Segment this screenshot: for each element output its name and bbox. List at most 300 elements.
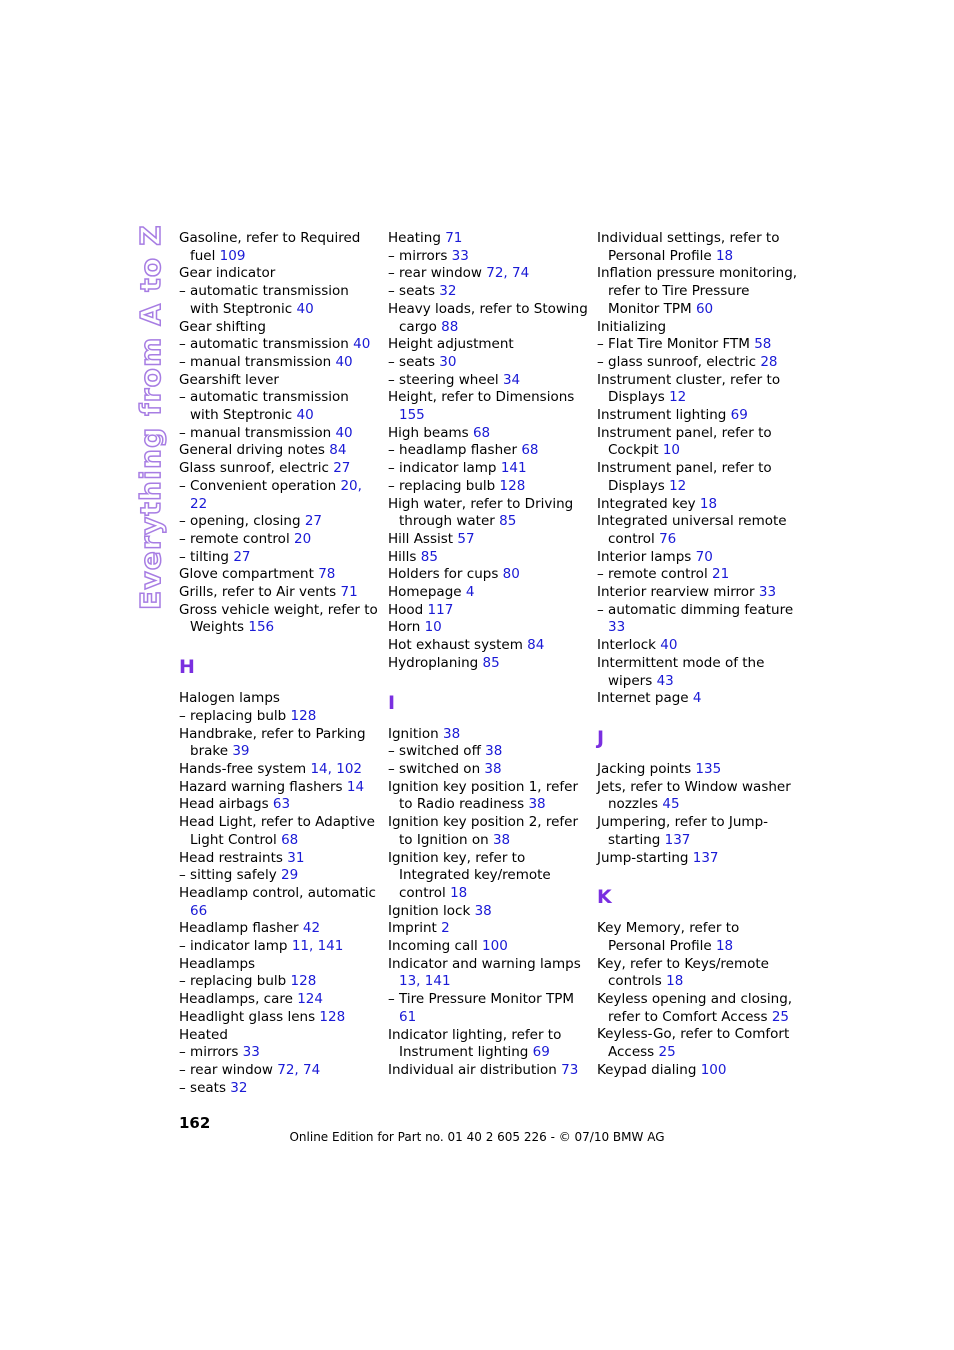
entry-term: Instrument panel, refer to Cockpit <box>597 424 772 459</box>
index-entry <box>388 531 589 549</box>
page-reference-link[interactable]: 109 <box>219 247 246 264</box>
page-reference-link[interactable]: 68 <box>472 424 491 441</box>
page-reference-link[interactable]: 27 <box>333 460 351 477</box>
page-reference-link[interactable]: 32 <box>439 283 457 300</box>
index-entry <box>597 920 798 955</box>
page-reference-link[interactable]: 40 <box>353 336 371 353</box>
entry-term: Internet page <box>597 690 689 707</box>
page-reference-link[interactable]: 68 <box>521 442 539 459</box>
index-entry <box>388 1062 589 1080</box>
index-entry <box>179 389 380 424</box>
index-entry <box>388 814 589 849</box>
index-entry <box>179 1044 380 1062</box>
index-column-3 <box>597 230 797 1080</box>
index-entry <box>388 389 589 424</box>
entry-term: Inflation pressure monitoring, refer to Tire Pressure Monitor TPM <box>597 265 798 317</box>
entry-term: Interior lamps <box>597 548 692 565</box>
entry-term: – seats <box>388 353 435 370</box>
page-reference-link[interactable]: 33 <box>758 584 777 601</box>
entry-term: Halogen lamps <box>179 690 280 707</box>
index-entry <box>597 690 798 708</box>
entry-term: Horn <box>388 619 421 636</box>
index-entry <box>179 1009 380 1027</box>
page-reference-link[interactable]: 117 <box>427 601 454 618</box>
entry-term: Ignition key position 2, refer to Ignition on <box>388 814 579 848</box>
index-entry <box>179 850 380 868</box>
index-entry <box>388 354 589 372</box>
index-entry <box>597 265 798 318</box>
entry-term: – seats <box>388 283 435 300</box>
entry-term: – mirrors <box>388 247 448 264</box>
entry-term: Instrument cluster, refer to Displays <box>597 371 781 406</box>
index-entry <box>388 903 589 921</box>
page-reference-link[interactable]: 38 <box>492 831 511 848</box>
page-reference-link[interactable]: 31 <box>287 849 305 866</box>
page-reference-link[interactable]: 100 <box>700 1061 727 1078</box>
entry-term: Head restraints <box>179 849 283 866</box>
entry-term: Hands-free system <box>179 760 307 777</box>
index-entry <box>179 566 380 584</box>
page-reference-link[interactable]: 61 <box>399 1008 417 1025</box>
index-entry <box>597 779 798 814</box>
entry-term: Headlamp flasher <box>179 920 299 937</box>
index-entry <box>179 460 380 478</box>
index-entry <box>388 265 589 283</box>
page-reference-link[interactable]: 27 <box>304 513 323 530</box>
index-entry <box>179 1080 380 1098</box>
entry-term: Hills <box>388 548 417 565</box>
page-reference-link[interactable]: 18 <box>699 495 718 512</box>
page-reference-link[interactable]: 14 <box>346 778 365 795</box>
page-reference-link[interactable]: 45 <box>662 796 680 813</box>
entry-term: Ignition key position 1, refer to Radio readiness <box>388 778 579 813</box>
index-entry <box>179 442 380 460</box>
index-entry <box>388 938 589 956</box>
index-entry <box>597 230 798 265</box>
index-entry <box>597 991 798 1026</box>
page-reference-link[interactable]: 70 <box>695 548 713 565</box>
page-reference-link[interactable]: 40 <box>660 637 678 654</box>
index-entry <box>179 354 380 372</box>
entry-term: Jets, refer to Window washer nozzles <box>597 778 791 813</box>
entry-term: Integrated key <box>597 495 696 512</box>
entry-term: Ignition <box>388 725 439 742</box>
page-reference-link[interactable]: 39 <box>232 743 250 760</box>
entry-term: Individual air distribution <box>388 1061 557 1078</box>
index-entry <box>388 956 589 991</box>
page-reference-link[interactable]: 10 <box>662 442 681 459</box>
page-reference-link[interactable]: 38 <box>485 743 503 760</box>
page-reference-link[interactable]: 78 <box>318 566 336 583</box>
entry-term: Intermittent mode of the wipers <box>597 654 765 689</box>
page-reference-link[interactable]: 71 <box>340 584 358 601</box>
page-reference-link[interactable]: 57 <box>457 530 475 547</box>
index-entry <box>597 655 798 690</box>
page-reference-link[interactable]: 128 <box>290 707 317 724</box>
page-reference-link[interactable]: 68 <box>281 831 299 848</box>
entry-term: Jump-starting <box>597 849 689 866</box>
entry-term: Head Light, refer to Adaptive Light Control <box>179 814 375 848</box>
index-entry <box>597 761 798 779</box>
entry-term: Hood <box>388 601 424 618</box>
entry-term: – Tire Pressure Monitor TPM <box>388 991 575 1008</box>
entry-term: – remote control <box>597 566 708 583</box>
entry-term: Indicator and warning lamps <box>388 955 581 972</box>
entry-term: Holders for cups <box>388 566 499 583</box>
entry-term: Hot exhaust system <box>388 637 523 654</box>
page-reference-link[interactable]: 88 <box>441 318 459 335</box>
page-reference-link[interactable]: 34 <box>502 371 521 388</box>
index-column-1 <box>179 230 379 1097</box>
footer-text: Online Edition for Part no. 01 40 2 605 226 - © 07/10 BMW AG <box>289 1130 665 1144</box>
page-reference-link[interactable]: 80 <box>502 566 520 583</box>
page-reference-link[interactable]: 33 <box>242 1044 260 1061</box>
entry-term: Glove compartment <box>179 566 314 583</box>
index-entry <box>388 602 589 620</box>
entry-term: Gear shifting <box>179 318 266 335</box>
index-entry <box>179 1027 380 1045</box>
page-reference-link[interactable]: 11, 141 <box>291 938 344 955</box>
sidebar-title: Everything from A to Z <box>134 224 167 610</box>
index-entry <box>597 850 798 868</box>
index-letter-heading: I <box>388 691 396 714</box>
page-reference-link[interactable]: 25 <box>658 1044 676 1061</box>
page-reference-link[interactable]: 40 <box>335 424 353 441</box>
entry-term: – rear window <box>179 1061 273 1078</box>
page-reference-link[interactable]: 32 <box>230 1079 248 1096</box>
index-entry <box>597 460 798 495</box>
page-reference-link[interactable]: 40 <box>335 353 353 370</box>
entry-term: High water, refer to Driving through water <box>388 495 574 530</box>
entry-term: – automatic dimming feature <box>597 601 794 618</box>
index-entry <box>597 584 798 602</box>
page-reference-link[interactable]: 60 <box>695 300 714 317</box>
page-reference-link[interactable]: 29 <box>280 867 299 884</box>
index-entry <box>597 354 798 372</box>
index-entry <box>388 248 589 266</box>
entry-term: – glass sunroof, electric <box>597 353 757 370</box>
entry-term: Headlamps <box>179 955 256 972</box>
entry-term: Gross vehicle weight, refer to Weights <box>179 601 378 636</box>
entry-term: – Flat Tire Monitor FTM <box>597 336 750 353</box>
index-column-2 <box>388 230 588 1080</box>
page-reference-link[interactable]: 40 <box>296 300 314 317</box>
index-entry <box>597 549 798 567</box>
page-reference-link[interactable]: 18 <box>450 884 468 901</box>
entry-term: Headlamp control, automatic <box>179 884 376 901</box>
index-entry <box>179 602 380 637</box>
index-entry <box>388 655 589 673</box>
index-entry <box>388 726 589 744</box>
index-entry <box>388 850 589 903</box>
page-reference-link[interactable]: 137 <box>692 849 719 866</box>
entry-term: Indicator lighting, refer to Instrument lighting <box>388 1026 562 1061</box>
index-entry <box>179 283 380 318</box>
page-reference-link[interactable]: 43 <box>656 672 674 689</box>
entry-term: Incoming call <box>388 938 478 955</box>
index-entry <box>179 920 380 938</box>
index-letter-heading: H <box>179 656 195 679</box>
page-reference-link[interactable]: 38 <box>474 902 492 919</box>
entry-term: – automatic transmission with Steptronic <box>179 283 349 317</box>
entry-term: – steering wheel <box>388 371 499 388</box>
page-reference-link[interactable]: 76 <box>659 530 677 547</box>
entry-term: Handbrake, refer to Parking brake <box>179 725 366 760</box>
index-entry <box>597 1062 798 1080</box>
index-entry <box>179 973 380 991</box>
entry-term: High beams <box>388 424 469 441</box>
page-reference-link[interactable]: 20 <box>294 530 312 547</box>
page-reference-link[interactable]: 12 <box>669 477 687 494</box>
page-reference-link[interactable]: 12 <box>669 389 687 406</box>
entry-term: Headlamps, care <box>179 991 293 1008</box>
page-reference-link[interactable]: 38 <box>443 725 461 742</box>
entry-term: Instrument panel, refer to Displays <box>597 460 772 494</box>
page-reference-link[interactable]: 69 <box>730 407 748 424</box>
entry-term: Ignition key, refer to Integrated key/remote control <box>388 849 551 901</box>
page-reference-link[interactable]: 18 <box>666 973 684 990</box>
entry-term: Initializing <box>597 318 667 335</box>
index-entry <box>388 743 589 761</box>
index-entry <box>388 1027 589 1062</box>
index-entry <box>179 956 380 974</box>
index-entry <box>388 301 589 336</box>
entry-term: Heating <box>388 230 441 246</box>
index-entry <box>597 602 798 637</box>
page-reference-link[interactable]: 71 <box>445 230 463 246</box>
index-entry <box>179 584 380 602</box>
index-entry <box>179 708 380 726</box>
page-reference-link[interactable]: 13, 141 <box>399 973 451 990</box>
entry-term: Height adjustment <box>388 336 514 353</box>
index-entry <box>179 336 380 354</box>
entry-term: – mirrors <box>179 1044 239 1061</box>
entry-term: Jacking points <box>597 760 692 777</box>
index-entry <box>179 690 380 708</box>
page-reference-link[interactable]: 155 <box>399 407 425 424</box>
entry-term: – rear window <box>388 265 482 282</box>
page-reference-link[interactable]: 141 <box>500 460 527 477</box>
index-entry <box>597 814 798 849</box>
entry-term: Gearshift lever <box>179 371 279 388</box>
page-reference-link[interactable]: 128 <box>499 477 526 494</box>
entry-term: – switched on <box>388 760 481 777</box>
page-reference-link[interactable]: 38 <box>484 760 502 777</box>
index-entry <box>388 372 589 390</box>
index-entry <box>388 920 589 938</box>
entry-term: – remote control <box>179 530 290 547</box>
page-reference-link[interactable]: 20, 22 <box>190 477 362 512</box>
entry-term: Grills, refer to Air vents <box>179 584 337 601</box>
page-reference-link[interactable]: 18 <box>715 937 734 954</box>
index-entry <box>597 956 798 991</box>
entry-term: General driving notes <box>179 442 325 459</box>
page-reference-link[interactable]: 10 <box>424 619 442 636</box>
index-entry <box>597 319 798 337</box>
page-reference-link[interactable]: 27 <box>233 548 251 565</box>
index-entry <box>388 283 589 301</box>
page-reference-link[interactable]: 33 <box>451 247 469 264</box>
entry-term: Imprint <box>388 920 437 937</box>
entry-term: Gasoline, refer to Required fuel <box>179 230 361 264</box>
index-entry <box>388 991 589 1026</box>
entry-term: Homepage <box>388 584 462 601</box>
index-entry <box>597 566 798 584</box>
index-entry <box>388 779 589 814</box>
page-number: 162 <box>179 1114 211 1132</box>
index-entry <box>179 372 380 390</box>
page-reference-link[interactable]: 128 <box>290 973 317 990</box>
page-reference-link[interactable]: 72, 74 <box>486 265 530 282</box>
index-entry <box>179 867 380 885</box>
entry-term: – headlamp flasher <box>388 442 518 459</box>
entry-term: Instrument lighting <box>597 407 727 424</box>
index-entry <box>179 265 380 283</box>
index-entry <box>179 796 380 814</box>
index-entry <box>388 619 589 637</box>
entry-term: Interlock <box>597 637 656 654</box>
page-reference-link[interactable]: 85 <box>420 548 438 565</box>
entry-term: Headlight glass lens <box>179 1008 316 1025</box>
entry-term: Integrated universal remote control <box>597 513 787 547</box>
page-reference-link[interactable]: 2 <box>441 920 450 937</box>
page-reference-link[interactable]: 40 <box>296 407 314 424</box>
page-reference-link[interactable]: 85 <box>499 513 517 530</box>
page-reference-link[interactable]: 4 <box>692 690 702 707</box>
entry-term: Keyless opening and closing, refer to Comfort Access <box>597 991 793 1025</box>
page-reference-link[interactable]: 42 <box>302 920 321 937</box>
index-entry <box>179 549 380 567</box>
entry-term: – sitting safely <box>179 867 277 884</box>
entry-term: Hill Assist <box>388 530 454 547</box>
index-entry <box>388 478 589 496</box>
entry-term: Key Memory, refer to Personal Profile <box>597 920 740 954</box>
entry-term: Heated <box>179 1026 228 1043</box>
index-entry <box>597 496 798 514</box>
index-entry <box>179 814 380 849</box>
entry-term: Glass sunroof, electric <box>179 460 329 477</box>
index-entry <box>388 761 589 779</box>
index-entry <box>179 761 380 779</box>
index-entry <box>388 549 589 567</box>
index-entry <box>179 478 380 513</box>
page-reference-link[interactable]: 14, 102 <box>310 760 362 777</box>
index-entry <box>179 938 380 956</box>
page-reference-link[interactable]: 25 <box>771 1008 789 1025</box>
entry-term: – Convenient operation <box>179 477 337 494</box>
index-entry <box>388 637 589 655</box>
entry-term: – switched off <box>388 743 481 760</box>
index-entry <box>388 566 589 584</box>
page-reference-link[interactable]: 156 <box>248 619 275 636</box>
page-reference-link[interactable]: 30 <box>439 353 457 370</box>
index-entry <box>179 885 380 920</box>
page-reference-link[interactable]: 28 <box>760 353 778 370</box>
index-entry <box>597 336 798 354</box>
entry-term: Heavy loads, refer to Stowing cargo <box>388 300 588 335</box>
entry-term: – manual transmission <box>179 353 332 370</box>
page-reference-link[interactable]: 63 <box>272 796 291 813</box>
section-sidebar <box>114 224 167 610</box>
page-reference-link[interactable]: 33 <box>608 619 626 636</box>
page-reference-link[interactable]: 100 <box>482 938 508 955</box>
page-reference-link[interactable]: 66 <box>190 902 208 919</box>
entry-term: Keyless-Go, refer to Comfort Access <box>597 1026 790 1061</box>
entry-term: – automatic transmission with Steptronic <box>179 389 349 424</box>
index-entry <box>597 407 798 425</box>
page-reference-link[interactable]: 85 <box>482 654 500 671</box>
entry-term: – seats <box>179 1079 226 1096</box>
index-entry <box>597 1026 798 1061</box>
entry-term: – opening, closing <box>179 513 301 530</box>
index-entry <box>179 991 380 1009</box>
index-entry <box>179 513 380 531</box>
page-reference-link[interactable]: 84 <box>527 637 545 654</box>
page-reference-link[interactable]: 73 <box>561 1061 579 1078</box>
index-entry <box>388 496 589 531</box>
index-entry <box>179 425 380 443</box>
page-reference-link[interactable]: 21 <box>712 566 730 583</box>
entry-term: – manual transmission <box>179 424 332 441</box>
index-letter-heading: J <box>597 726 605 749</box>
page-reference-link[interactable]: 18 <box>715 247 734 264</box>
entry-term: Hazard warning flashers <box>179 778 343 795</box>
index-entry <box>179 230 380 265</box>
entry-term: – automatic transmission <box>179 336 349 353</box>
entry-term: – indicator lamp <box>388 460 497 477</box>
index-entry <box>179 531 380 549</box>
page-reference-link[interactable]: 38 <box>528 796 546 813</box>
page-reference-link[interactable]: 135 <box>695 760 722 777</box>
index-entry <box>388 230 589 248</box>
entry-term: Interior rearview mirror <box>597 584 755 601</box>
index-entry <box>179 726 380 761</box>
index-entry <box>179 319 380 337</box>
page-reference-link[interactable]: 124 <box>297 991 323 1008</box>
entry-term: – tilting <box>179 548 230 565</box>
index-entry <box>388 336 589 354</box>
page-reference-link[interactable]: 128 <box>319 1008 346 1025</box>
page-reference-link[interactable]: 58 <box>754 336 772 353</box>
index-entry <box>388 425 589 443</box>
index-entry <box>597 425 798 460</box>
entry-term: Key, refer to Keys/remote controls <box>597 955 769 990</box>
index-entry <box>388 584 589 602</box>
index-entry <box>388 460 589 478</box>
entry-term: – indicator lamp <box>179 938 288 955</box>
index-entry <box>597 513 798 548</box>
entry-term: Ignition lock <box>388 902 471 919</box>
entry-term: Keypad dialing <box>597 1061 697 1078</box>
entry-term: Individual settings, refer to Personal Profile <box>597 230 780 264</box>
index-entry <box>597 372 798 407</box>
page-reference-link[interactable]: 69 <box>532 1044 550 1061</box>
entry-term: – replacing bulb <box>179 707 287 724</box>
entry-term: Jumpering, refer to Jump-starting <box>597 814 769 848</box>
entry-term: Hydroplaning <box>388 654 479 671</box>
page-reference-link[interactable]: 84 <box>329 442 347 459</box>
index-entry <box>597 637 798 655</box>
index-entry <box>388 442 589 460</box>
entry-term: Gear indicator <box>179 265 276 282</box>
index-entry <box>179 779 380 797</box>
page-reference-link[interactable]: 72, 74 <box>277 1061 321 1078</box>
page-reference-link[interactable]: 137 <box>664 831 691 848</box>
entry-term: Head airbags <box>179 796 269 813</box>
index-entry <box>179 1062 380 1080</box>
entry-term: – replacing bulb <box>388 477 496 494</box>
page-reference-link[interactable]: 4 <box>465 584 475 601</box>
